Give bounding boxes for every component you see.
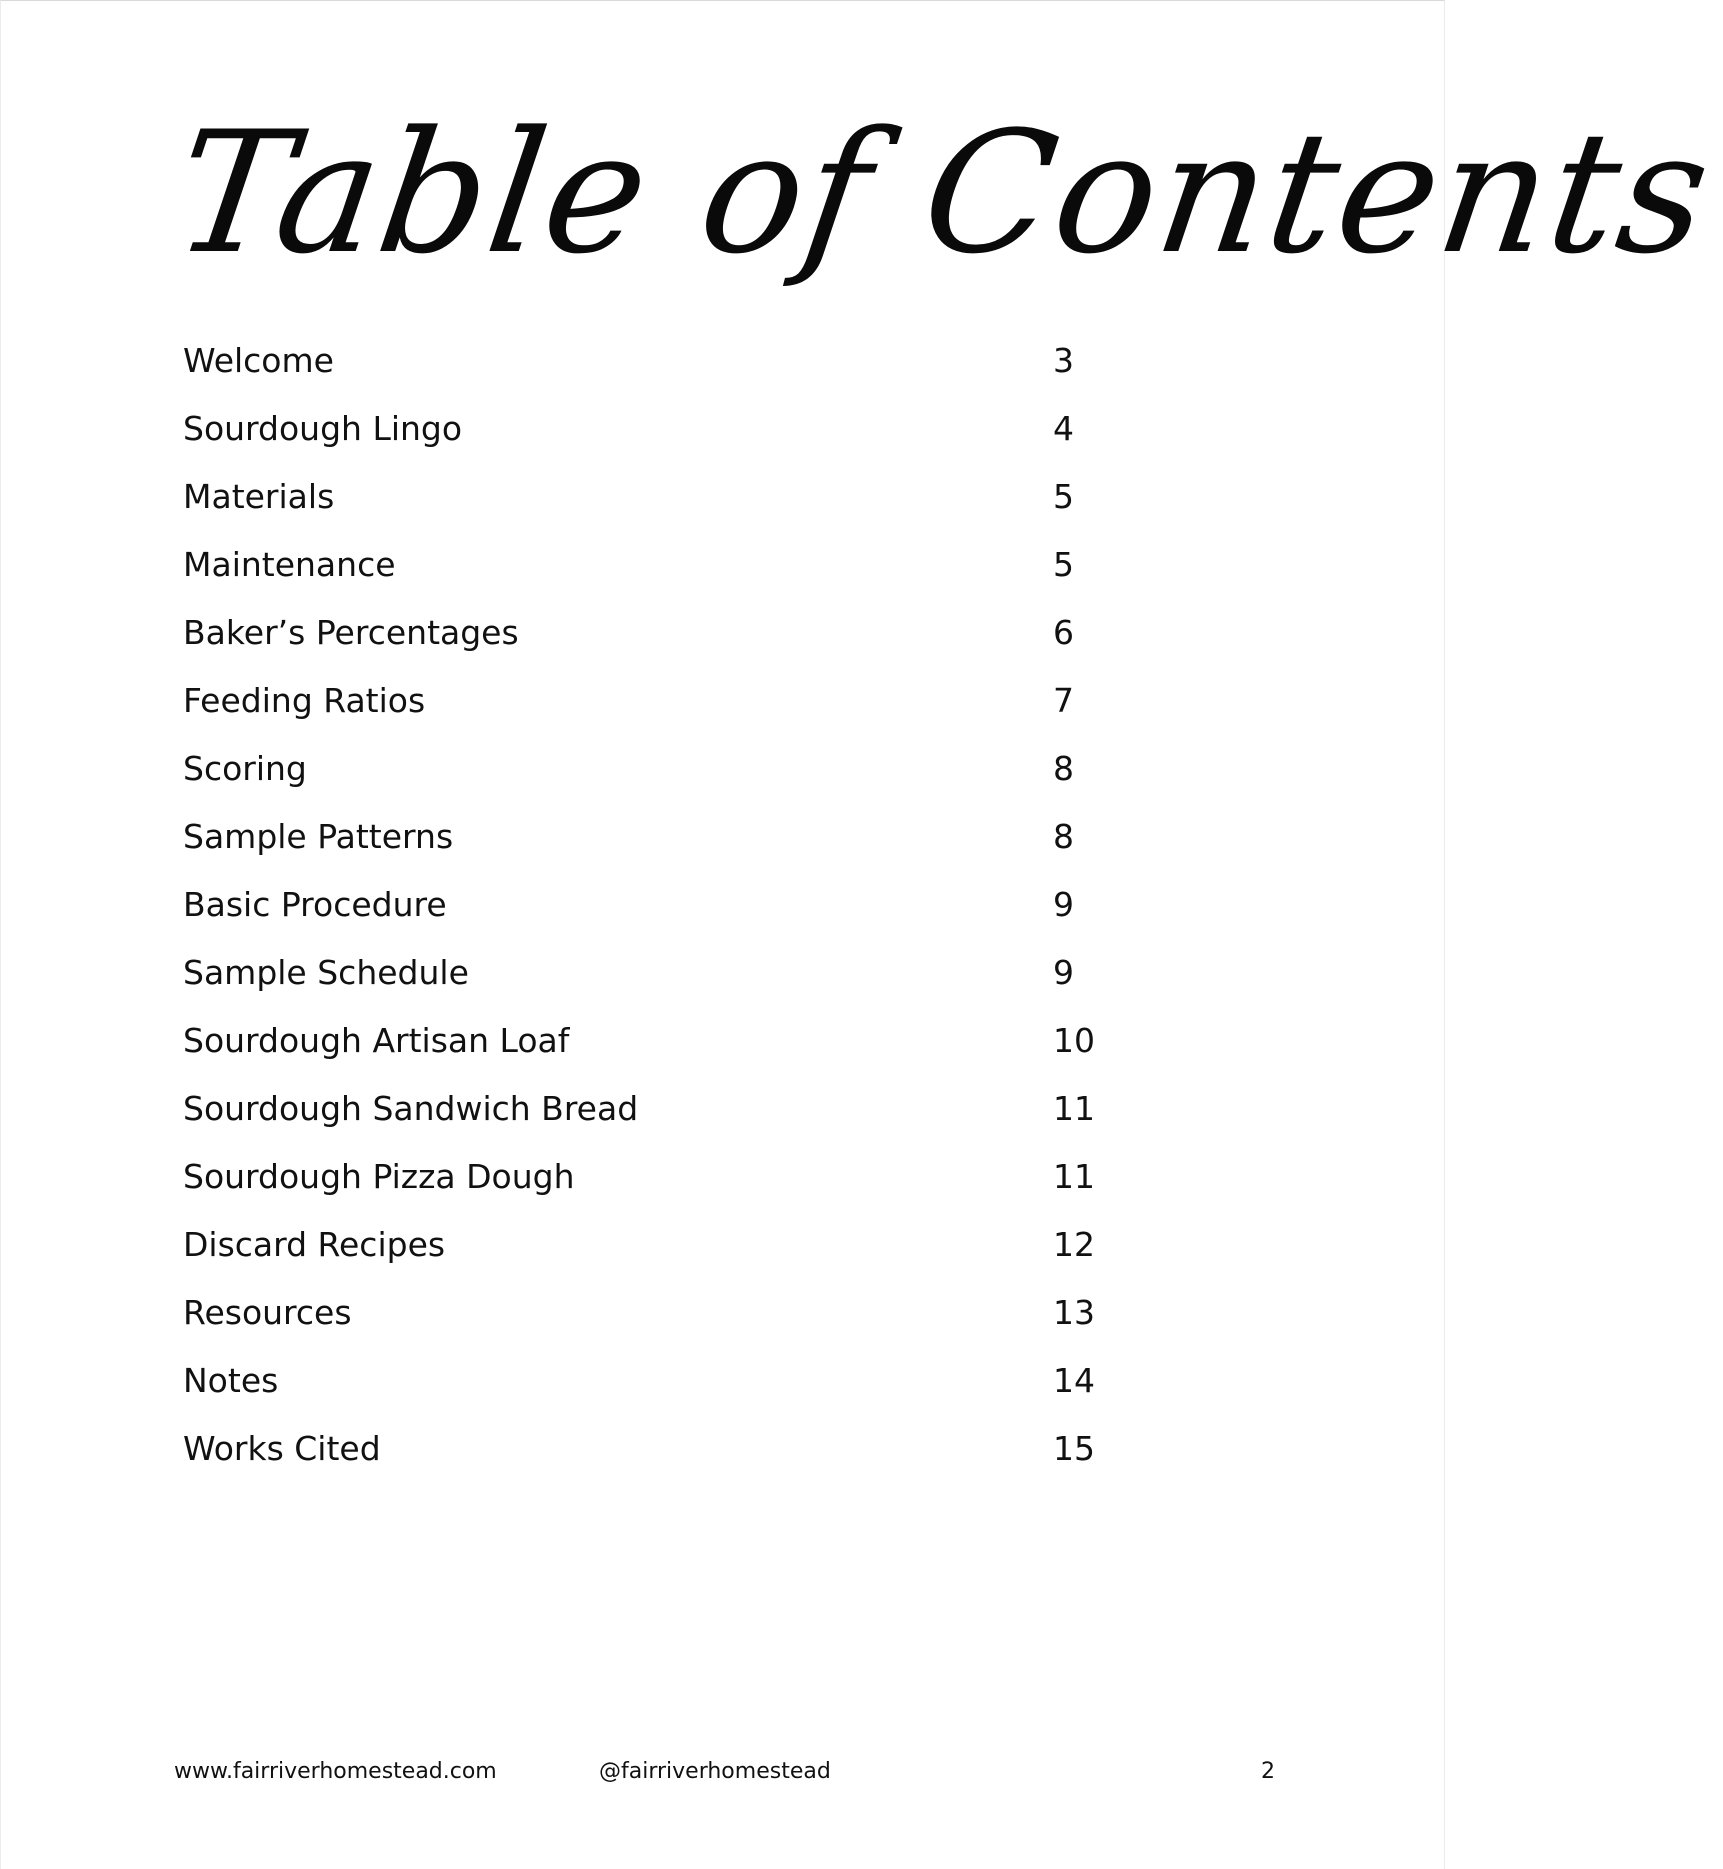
toc-entry [183,397,1143,465]
footer-social-handle: @fairriverhomestead [599,1759,831,1784]
toc-entry [183,1417,1143,1485]
table-of-contents [183,329,1143,1485]
toc-entry [183,941,1143,1009]
toc-entry-page: 11 [1053,1157,1095,1196]
toc-entry-label: Basic Procedure [183,885,447,924]
toc-entry-label: Sourdough Lingo [183,409,463,448]
toc-entry-page: 7 [1053,681,1074,720]
toc-entry-page: 10 [1053,1021,1095,1060]
toc-entry-label: Sourdough Sandwich Bread [183,1089,639,1128]
toc-entry [183,1349,1143,1417]
toc-entry-page: 9 [1053,885,1074,924]
footer-page-number: 2 [1261,1759,1275,1784]
toc-entry-label: Discard Recipes [183,1225,446,1264]
toc-entry-label: Welcome [183,341,334,380]
toc-entry-label: Maintenance [183,545,396,584]
toc-entry-page: 12 [1053,1225,1095,1264]
toc-entry [183,1077,1143,1145]
toc-entry-page: 3 [1053,341,1074,380]
toc-entry-label: Sample Schedule [183,953,469,992]
toc-entry-label: Sourdough Artisan Loaf [183,1021,570,1060]
toc-entry [183,873,1143,941]
toc-entry-page: 5 [1053,545,1074,584]
toc-entry [183,737,1143,805]
toc-entry [183,1213,1143,1281]
toc-entry-page: 4 [1053,409,1074,448]
toc-entry-page: 15 [1053,1429,1095,1468]
toc-entry-page: 6 [1053,613,1074,652]
toc-entry [183,669,1143,737]
toc-entry-label: Materials [183,477,335,516]
footer-website: www.fairriverhomestead.com [174,1759,497,1784]
toc-entry-label: Notes [183,1361,279,1400]
page-title: Table of Contents [164,95,1723,291]
toc-entry [183,601,1143,669]
toc-entry [183,1009,1143,1077]
toc-entry-page: 13 [1053,1293,1095,1332]
toc-entry [183,1281,1143,1349]
toc-entry-label: Feeding Ratios [183,681,426,720]
toc-entry-label: Sample Patterns [183,817,454,856]
toc-entry [183,805,1143,873]
toc-entry [183,1145,1143,1213]
toc-entry-page: 8 [1053,749,1074,788]
toc-entry [183,329,1143,397]
toc-entry-page: 5 [1053,477,1074,516]
toc-entry-page: 11 [1053,1089,1095,1128]
toc-entry-label: Resources [183,1293,352,1332]
toc-entry-label: Baker’s Percentages [183,613,519,652]
toc-entry-label: Works Cited [183,1429,381,1468]
toc-entry [183,533,1143,601]
toc-entry [183,465,1143,533]
toc-entry-label: Scoring [183,749,307,788]
toc-entry-page: 9 [1053,953,1074,992]
toc-entry-page: 14 [1053,1361,1095,1400]
toc-entry-label: Sourdough Pizza Dough [183,1157,575,1196]
toc-entry-page: 8 [1053,817,1074,856]
